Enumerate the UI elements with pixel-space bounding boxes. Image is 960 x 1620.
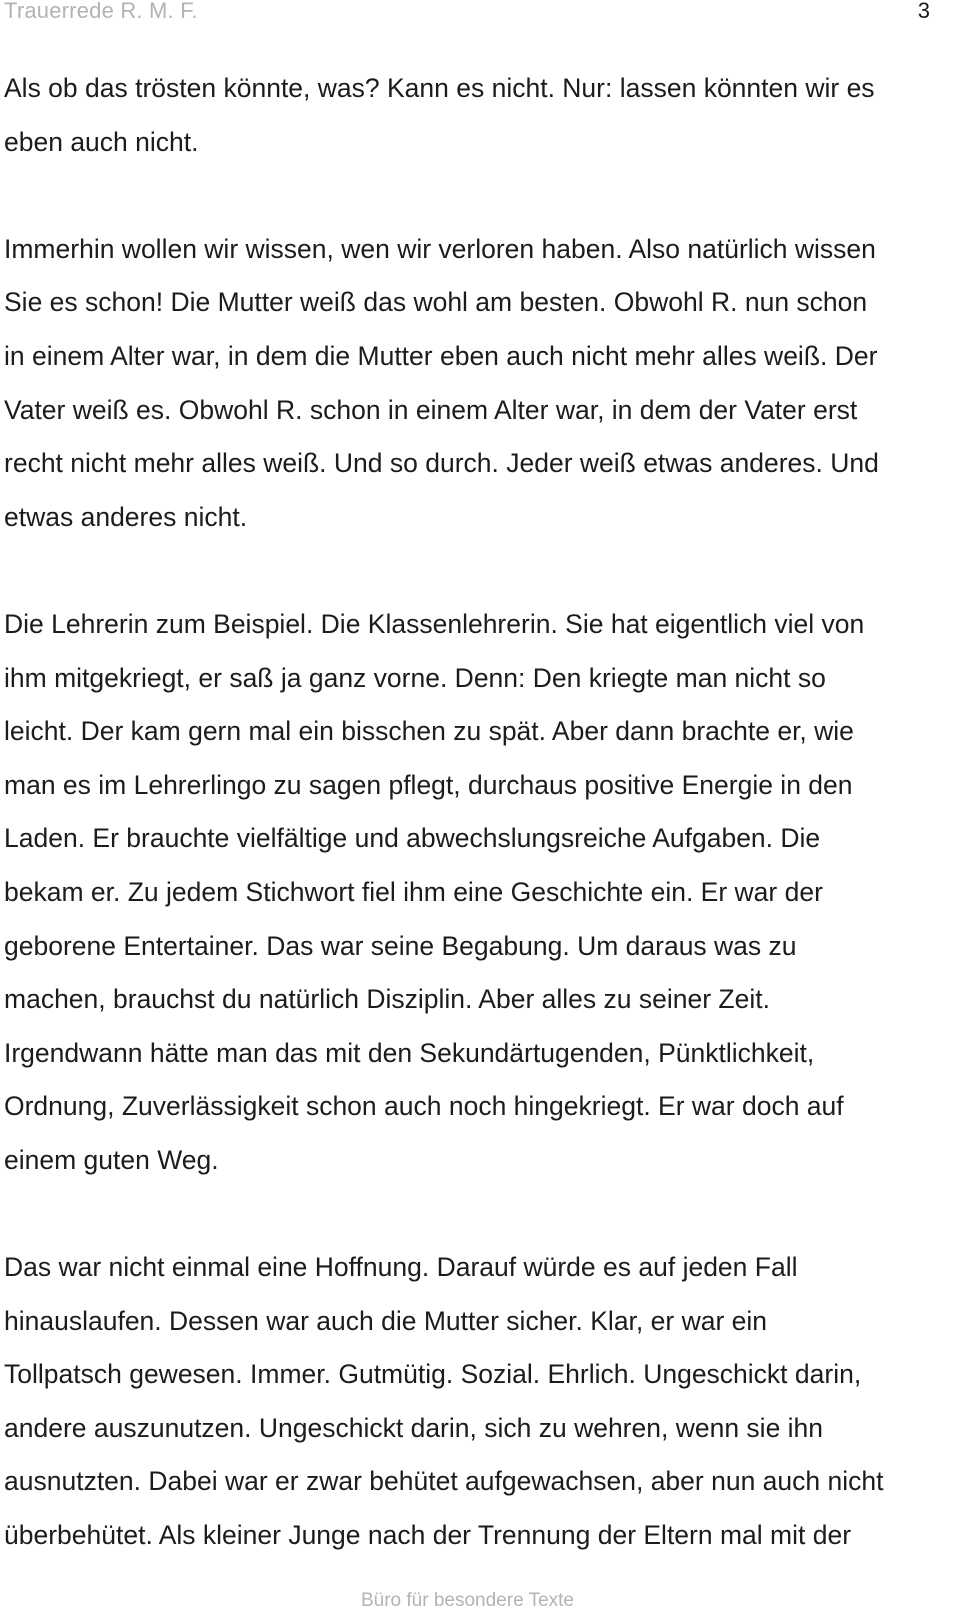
- text-line: Immerhin wollen wir wissen, wen wir verloren haben. Also natürlich wissen: [4, 233, 876, 264]
- page-footer: [0, 1590, 935, 1612]
- paragraph-gap: [4, 169, 944, 223]
- text-line: Sie es schon! Die Mutter weiß das wohl am besten. Obwohl R. nun schon: [4, 287, 868, 318]
- paragraph-gap: [4, 544, 944, 598]
- page-number: 3: [917, 0, 930, 23]
- text-line: man es im Lehrerlingo zu sagen pflegt, durchaus positive Energie in den: [4, 769, 853, 800]
- document-body: [4, 62, 944, 1563]
- text-line: ihm mitgekriegt, er saß ja ganz vorne. Denn: Den kriegte man nicht so: [4, 662, 826, 693]
- text-line: bekam er. Zu jedem Stichwort fiel ihm eine Geschichte ein. Er war der: [4, 876, 823, 907]
- document-title: Trauerrede R. M. F.: [4, 0, 198, 23]
- text-line: andere auszunutzen. Ungeschickt darin, sich zu wehren, wenn sie ihn: [4, 1412, 824, 1443]
- footer-text: Büro für besondere Texte: [360, 1590, 574, 1611]
- page-header: [0, 0, 960, 30]
- text-line: geborene Entertainer. Das war seine Begabung. Um daraus was zu: [4, 930, 797, 961]
- text-line: Irgendwann hätte man das mit den Sekundärtugenden, Pünktlichkeit,: [4, 1037, 815, 1068]
- text-line: Als ob das trösten könnte, was? Kann es nicht. Nur: lassen könnten wir es: [4, 73, 875, 103]
- text-line: Das war nicht einmal eine Hoffnung. Darauf würde es auf jeden Fall: [4, 1252, 798, 1283]
- text-line: recht nicht mehr alles weiß. Und so durch. Jeder weiß etwas anderes. Und: [4, 448, 879, 479]
- text-line: machen, brauchst du natürlich Disziplin. Aber alles zu seiner Zeit.: [4, 984, 770, 1015]
- text-line: hinauslaufen. Dessen war auch die Mutter sicher. Klar, er war ein: [4, 1305, 768, 1336]
- text-line: ausnutzten. Dabei war er zwar behütet aufgewachsen, aber nun auch nicht: [4, 1466, 884, 1497]
- text-line: in einem Alter war, in dem die Mutter eben auch nicht mehr alles weiß. Der: [4, 340, 878, 371]
- text-line: überbehütet. Als kleiner Junge nach der Trennung der Eltern mal mit der: [4, 1520, 852, 1551]
- text-line: Die Lehrerin zum Beispiel. Die Klassenlehrerin. Sie hat eigentlich viel von: [4, 608, 865, 639]
- paragraph-gap: [4, 1187, 944, 1241]
- text-line: Laden. Er brauchte vielfältige und abwechslungsreiche Aufgaben. Die: [4, 823, 821, 854]
- text-line: Vater weiß es. Obwohl R. schon in einem Alter war, in dem der Vater erst: [4, 394, 858, 425]
- text-line: Ordnung, Zuverlässigkeit schon auch noch hingekriegt. Er war doch auf: [4, 1091, 844, 1122]
- text-line: leicht. Der kam gern mal ein bisschen zu spät. Aber dann brachte er, wie: [4, 716, 854, 747]
- text-line: einem guten Weg.: [4, 1144, 219, 1175]
- text-line: eben auch nicht.: [4, 126, 199, 157]
- text-line: Tollpatsch gewesen. Immer. Gutmütig. Sozial. Ehrlich. Ungeschickt darin,: [4, 1359, 862, 1390]
- text-line: etwas anderes nicht.: [4, 501, 248, 532]
